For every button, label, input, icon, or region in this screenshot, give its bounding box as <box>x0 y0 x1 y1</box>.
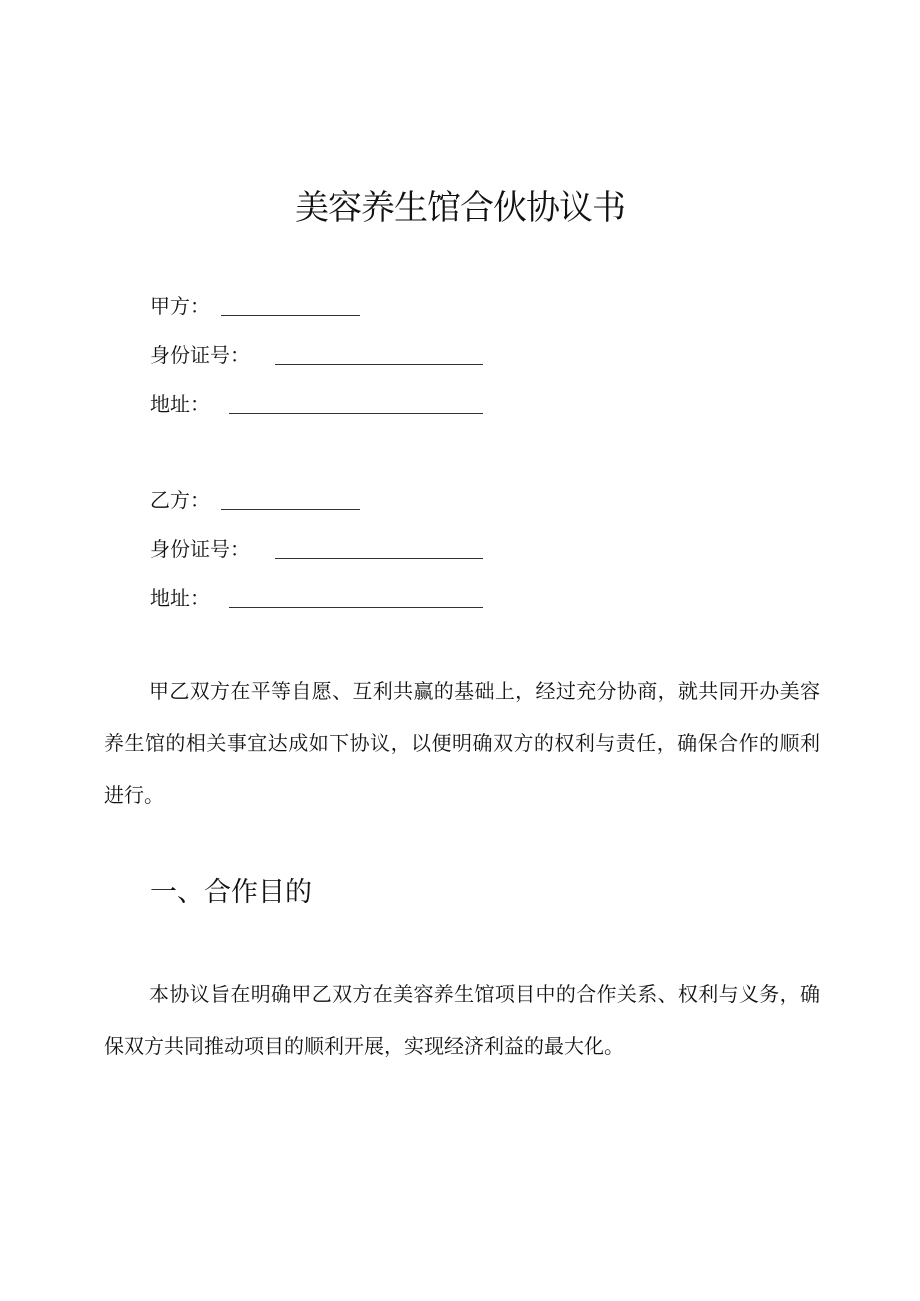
party-b-name-field <box>150 483 370 517</box>
party-b-name-label: 乙方： <box>150 488 210 512</box>
party-b-address-label: 地址： <box>150 586 210 610</box>
party-a-address-blank[interactable] <box>229 413 483 414</box>
party-a-id-label: 身份证号： <box>150 343 250 367</box>
party-a-id-blank[interactable] <box>275 364 483 365</box>
section-1-heading: 一、合作目的 <box>150 877 312 908</box>
party-a-id-field <box>150 338 490 372</box>
party-b-address-blank[interactable] <box>229 607 483 608</box>
section-1-body: 本协议旨在明确甲乙双方在美容养生馆项目中的合作关系、权利与义务，确保双方共同推动项目的顺利开展，实现经济利益的最大化。 <box>104 982 820 1058</box>
party-a-name-blank[interactable] <box>221 315 360 316</box>
document-title: 美容养生馆合伙协议书 <box>295 188 625 228</box>
party-b-name-blank[interactable] <box>221 509 360 510</box>
party-a-address-field <box>150 387 490 421</box>
party-a-address-label: 地址： <box>150 392 210 416</box>
party-b-id-field <box>150 532 490 566</box>
party-a-name-field <box>150 289 370 323</box>
party-b-id-label: 身份证号： <box>150 537 250 561</box>
party-b-address-field <box>150 581 490 615</box>
party-b-id-blank[interactable] <box>275 558 483 559</box>
intro-paragraph: 甲乙双方在平等自愿、互利共赢的基础上，经过充分协商，就共同开办美容养生馆的相关事宜达成如下协议，以便明确双方的权利与责任，确保合作的顺利进行。 <box>104 679 820 807</box>
party-a-name-label: 甲方： <box>150 294 210 318</box>
